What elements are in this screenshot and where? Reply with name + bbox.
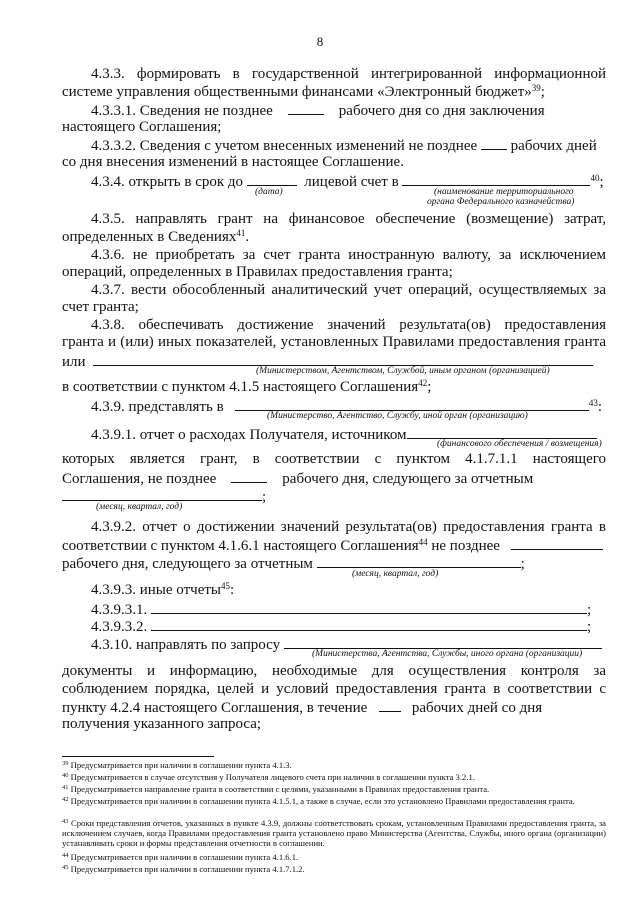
clause-4-3-9-3-2: 4.3.9.3.2. ; bbox=[91, 619, 592, 635]
clause-4-3-8-line-3: или bbox=[62, 352, 606, 371]
clause-4-3-5-line-2: определенных в Сведениях$^{41}$. bbox=[62, 228, 250, 245]
hint-ministry: (Министерством, Агентством, Службой, иным органом (организацией) bbox=[256, 366, 550, 376]
hint-ministry-request: (Министерства, Агентства, Службы, иного органа (организации) bbox=[312, 649, 583, 659]
clause-4-3-3-2-line-2: со дня внесения изменений в настоящее Соглашение. bbox=[62, 154, 404, 170]
clause-4-3-3-2-line-1: 4.3.3.2. Сведения с учетом внесенных изменений не позднее рабочих дней bbox=[91, 138, 597, 154]
clause-4-3-9-2-line-3: рабочего дня, следующего за отчетным ; bbox=[62, 556, 525, 572]
footnote-separator bbox=[62, 756, 214, 757]
clause-4-3-6-line-1: 4.3.6. не приобретать за счет гранта иностранную валюту, за исключением bbox=[91, 247, 606, 263]
clause-4-3-5-line-1: 4.3.5. направлять грант на финансовое обеспечение (возмещение) затрат, bbox=[91, 211, 606, 227]
source-blank[interactable] bbox=[407, 425, 597, 439]
clause-4-3-9-2-line-1: 4.3.9.2. отчет о достижении значений результата(ов) предоставления гранта в bbox=[91, 519, 606, 535]
days-blank[interactable] bbox=[288, 101, 324, 115]
clause-4-3-9-1-line-2: которых является грант, в соответствии с пунктом 4.1.7.1.1 настоящего bbox=[62, 451, 606, 467]
clause-4-3-4-line-1: 4.3.4. открыть в срок до лицевой счет в $^{40}$; bbox=[91, 173, 604, 190]
clause-4-3-9-3-line-1: 4.3.9.3. иные отчеты$^{45}$: bbox=[91, 581, 235, 598]
footnote-ref-40[interactable]: 40 bbox=[590, 173, 600, 183]
clause-4-3-10-line-1: 4.3.10. направлять по запросу bbox=[91, 635, 606, 654]
clause-4-3-10-line-5: получения указанного запроса; bbox=[62, 716, 262, 732]
clause-4-3-7-line-2: счет гранта; bbox=[62, 299, 139, 315]
clause-4-3-9-1-line-4: ; bbox=[62, 487, 606, 506]
clause-4-3-10-line-3: соблюдением порядка, целей и условий предоставления гранта в соответствии с bbox=[62, 681, 606, 697]
hint-recipient: (Министерство, Агентство, Службу, иной орган (организацию) bbox=[267, 411, 528, 421]
footnote-39: $^{39}$ Предусматривается при наличии в соглашении пункта 4.1.3. bbox=[62, 760, 292, 770]
days-blank[interactable] bbox=[231, 469, 267, 483]
footnote-ref-44[interactable]: 44 bbox=[418, 537, 428, 547]
recipient-blank[interactable] bbox=[235, 397, 589, 411]
ministry-blank[interactable] bbox=[93, 352, 593, 366]
clause-4-3-9-3-1: 4.3.9.3.1. ; bbox=[91, 602, 592, 618]
footnote-41: $^{41}$ Предусматривается направление гранта в соответствии с целями, указанными в Правилах предоставления гранта. bbox=[62, 784, 490, 794]
hint-date: (дата) bbox=[255, 187, 283, 197]
clause-4-3-3-line-1: 4.3.3. формировать в государственной интегрированной информационной bbox=[91, 66, 606, 82]
clause-4-3-3-1-line-2: настоящего Соглашения; bbox=[62, 119, 222, 135]
footnote-ref-43[interactable]: 43 bbox=[588, 398, 598, 408]
days-blank[interactable] bbox=[511, 536, 603, 550]
period-blank[interactable] bbox=[62, 487, 262, 501]
hint-period: (месяц, квартал, год) bbox=[352, 569, 439, 579]
clause-4-3-9-2-line-2: соответствии с пунктом 4.1.6.1 настоящего Соглашения$^{44}$ не позднее bbox=[62, 536, 606, 555]
clause-4-3-8-line-1: 4.3.8. обеспечивать достижение значений результата(ов) предоставления bbox=[91, 317, 606, 333]
hint-treasury-1: (наименование территориального bbox=[434, 187, 574, 197]
footnote-45: $^{45}$ Предусматривается при наличии в соглашении пункта 4.1.7.1.2. bbox=[62, 864, 305, 874]
days-blank[interactable] bbox=[379, 698, 401, 712]
ministry-request-blank[interactable] bbox=[284, 635, 602, 649]
footnote-40: $^{40}$ Предусматривается в случае отсутствия у Получателя лицевого счета при наличии в соглашении пункта 3.2.1. bbox=[62, 772, 475, 782]
footnote-ref-39[interactable]: 39 bbox=[531, 83, 541, 93]
clause-4-3-6-line-2: операций, определенных в Правилах предоставления гранта; bbox=[62, 264, 453, 280]
clause-4-3-9-1-line-1: 4.3.9.1. отчет о расходах Получателя, источником bbox=[91, 425, 606, 444]
clause-4-3-10-line-2: документы и информацию, необходимые для осуществления контроля за bbox=[62, 663, 606, 679]
clause-4-3-3-line-2: системе управления общественными финансами «Электронный бюджет»$^{39}$; bbox=[62, 83, 545, 100]
clause-4-3-7-line-1: 4.3.7. вести обособленный аналитический учет операций, осуществляемых за bbox=[91, 282, 606, 298]
clause-4-3-8-line-4: в соответствии с пунктом 4.1.5 настоящего Соглашения$^{42}$; bbox=[62, 378, 432, 395]
clause-4-3-3-1-line-1: 4.3.3.1. Сведения не позднее рабочего дня со дня заключения bbox=[91, 103, 545, 119]
clause-4-3-8-line-2: гранта и (или) иных показателей, установленных Правилами предоставления гранта bbox=[62, 334, 606, 350]
date-blank[interactable] bbox=[247, 172, 297, 186]
report-blank-2[interactable] bbox=[151, 617, 587, 631]
footnote-ref-41[interactable]: 41 bbox=[236, 228, 246, 238]
report-blank-1[interactable] bbox=[151, 600, 587, 614]
clause-4-3-10-line-4: пункту 4.2.4 настоящего Соглашения, в течение рабочих дней со дня bbox=[62, 700, 543, 716]
days-blank[interactable] bbox=[481, 136, 507, 150]
treasury-body-blank[interactable] bbox=[402, 172, 590, 186]
hint-period: (месяц, квартал, год) bbox=[96, 502, 183, 512]
period-blank[interactable] bbox=[317, 554, 521, 568]
footnote-44: $^{44}$ Предусматривается при наличии в соглашении пункта 4.1.6.1. bbox=[62, 852, 299, 862]
footnote-43: $^{43}$ Сроки представления отчетов, указанных в пункте 4.3.9, должны соответствовать срокам, установленным Правилами предоставления гранта, за исключением случаев, когда Правилами предоставления гранта установлено право Министерства (Агентства, Службы, иного органа (организации) устанавливать сроки и формы представления отчетности в соглашении. bbox=[62, 818, 606, 848]
clause-4-3-9-line-1: 4.3.9. представлять в $^{43}$: bbox=[91, 398, 603, 415]
clause-4-3-9-1-line-3: Соглашения, не позднее рабочего дня, следующего за отчетным bbox=[62, 471, 534, 487]
footnote-ref-42[interactable]: 42 bbox=[418, 378, 428, 388]
hint-treasury-2: органа Федерального казначейства) bbox=[427, 197, 575, 207]
footnote-ref-45[interactable]: 45 bbox=[220, 581, 230, 591]
page-number: 8 bbox=[316, 34, 324, 49]
hint-source: (финансового обеспечения / возмещения) bbox=[437, 439, 602, 449]
footnote-42: $^{42}$ Предусматривается при наличии в соглашении пункта 4.1.5.1, а также в случае, если это установлено Правилами предоставления гранта. bbox=[62, 796, 575, 806]
